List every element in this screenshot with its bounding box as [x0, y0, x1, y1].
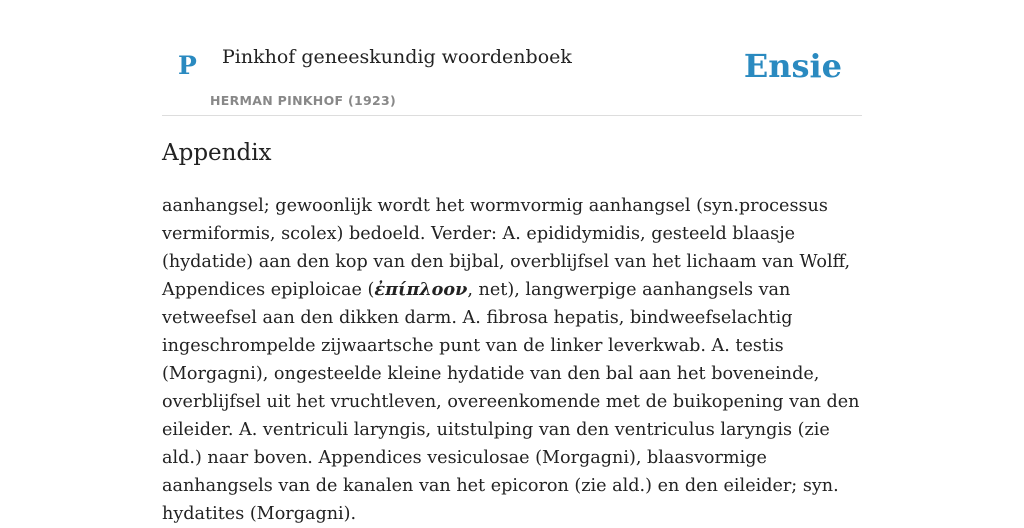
entry-definition — [162, 192, 862, 528]
dictionary-title[interactable]: Pinkhof geneeskundig woordenboek — [222, 46, 572, 68]
entry-title: Appendix — [162, 140, 272, 166]
page-container — [162, 0, 862, 524]
brand-logo[interactable]: Ensie — [743, 47, 842, 85]
dictionary-author: HERMAN PINKHOF (1923) — [210, 93, 397, 108]
dictionary-header — [162, 0, 862, 116]
definition-text-part-1: aanhangsel; gewoonlijk wordt het wormvormig aanhangsel (syn.processus vermiformis, scolex) bedoeld. Verder: A. epididymidis, gesteeld blaasje (hydatide) aan den kop van den bijbal, overblijfsel van het lichaam van Wolff, Appendices epiploicae ( — [162, 196, 851, 300]
greek-term: ἐπίπλοον — [374, 279, 468, 300]
dictionary-logo[interactable]: P — [178, 51, 197, 80]
definition-text-part-2: , net), langwerpige aanhangsels van vetweefsel aan den dikken darm. A. fibrosa hepatis, bindweefselachtig ingeschrompelde zijwaartsche punt van de linker leverkwab. A. testis (Morgagni), ongesteelde kleine hydatide van den bal aan het boveneinde, overblijfsel uit het vruchtleven, overeenkomende met de buikopening van den eileider. A. ventriculi laryngis, uitstulping van den ventriculus laryngis (zie ald.) naar boven. Appendices vesiculosae (Morgagni), blaasvormige aanhangsels van de kanalen van het epicoron (zie ald.) en den eileider; syn. hydatites (Morgagni). — [162, 280, 860, 524]
